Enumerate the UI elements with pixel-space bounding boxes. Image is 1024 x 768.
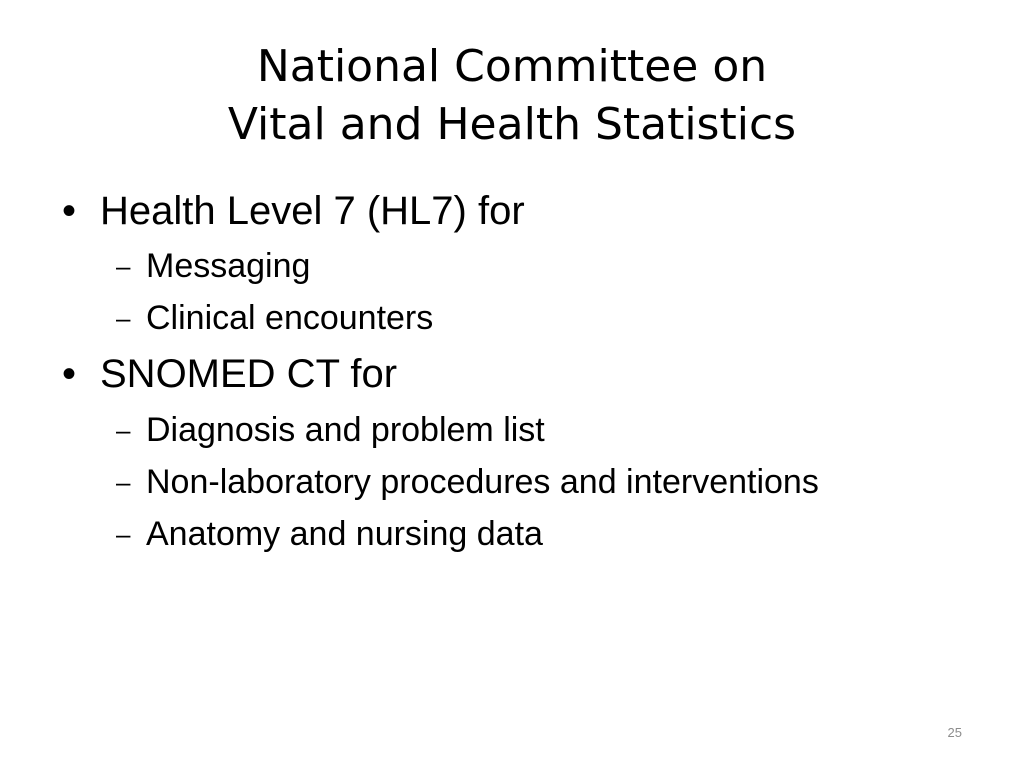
sub-bullet-non-laboratory (116, 462, 819, 502)
dash-marker: – (116, 467, 131, 497)
sub-bullet-clinical-encounters (116, 298, 433, 338)
sub-bullet-diagnosis (116, 410, 545, 450)
sub-bullet-messaging (116, 246, 310, 286)
dash-marker: – (116, 415, 131, 445)
title-line-2: Vital and Health Statistics (227, 99, 797, 150)
dash-marker: – (116, 303, 131, 333)
sub-bullet-anatomy (116, 514, 543, 554)
page-number: 25 (947, 725, 962, 740)
sub-bullet-text: Anatomy and nursing data (146, 515, 543, 553)
bullet-marker: • (62, 352, 77, 396)
bullet-text: SNOMED CT for (100, 352, 398, 396)
sub-bullet-text: Clinical encounters (146, 299, 434, 337)
sub-bullet-text: Diagnosis and problem list (146, 411, 545, 449)
sub-bullet-text: Non-laboratory procedures and interventions (146, 463, 819, 501)
dash-marker: – (116, 519, 131, 549)
bullet-item-hl7 (62, 187, 525, 235)
bullet-text: Health Level 7 (HL7) for (100, 189, 525, 233)
sub-bullet-text: Messaging (146, 247, 311, 285)
bullet-marker: • (62, 189, 77, 233)
bullet-item-snomed (62, 350, 397, 398)
dash-marker: – (116, 251, 131, 281)
title-line-1: National Committee on (256, 41, 768, 92)
